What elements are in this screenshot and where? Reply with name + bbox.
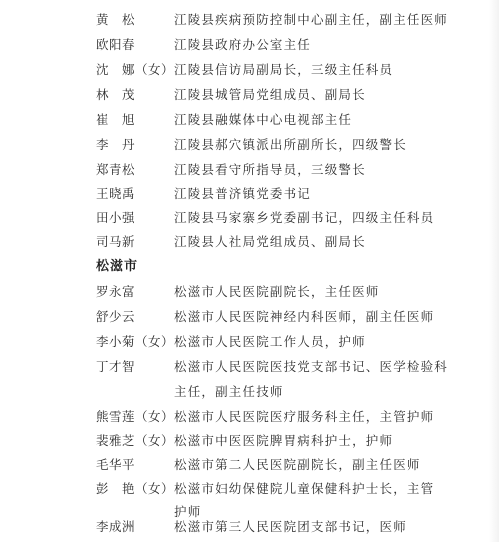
person-name: 司马新 (96, 234, 136, 249)
person-name: 罗永富 (96, 284, 136, 299)
list-item (0, 8, 499, 32)
page-edge-shadow (489, 0, 499, 542)
list-item (0, 429, 499, 453)
person-name: 田小强 (96, 210, 136, 225)
list-item (0, 405, 499, 429)
person-title: 江陵县马家寨乡党委副书记，四级主任科员 (174, 210, 435, 225)
person-title: 江陵县普济镇党委书记 (174, 186, 312, 201)
person-name: 毛华平 (96, 457, 136, 472)
person-title: 江陵县信访局副局长，三级主任科员 (174, 62, 394, 77)
person-title: 江陵县郝穴镇派出所副所长，四级警长 (174, 137, 407, 152)
person-title: 江陵县城管局党组成员、副局长 (174, 87, 366, 102)
person-title: 江陵县融媒体中心电视部主任 (174, 112, 353, 127)
list-item (0, 182, 499, 206)
person-title: 松滋市人民医院医疗服务科主任，主管护师 (174, 409, 435, 424)
person-name: 崔 旭 (96, 112, 136, 127)
list-item (0, 158, 499, 182)
person-name: 沈 娜（女） (96, 62, 175, 77)
person-name: 王晓禹 (96, 186, 136, 201)
list-item (0, 280, 499, 304)
list-item (0, 33, 499, 57)
person-name: 李成洲 (96, 519, 136, 534)
person-title: 松滋市人民医院医技党支部书记、医学检验科 (174, 359, 449, 374)
list-item (0, 305, 499, 329)
list-item (0, 477, 499, 501)
person-title: 江陵县疾病预防控制中心副主任，副主任医师 (174, 12, 449, 27)
list-item (0, 355, 499, 379)
person-name: 舒少云 (96, 309, 136, 324)
person-name: 林 茂 (96, 87, 136, 102)
person-name: 郑青松 (96, 162, 136, 177)
person-title: 松滋市人民医院副院长，主任医师 (174, 284, 380, 299)
list-item (0, 58, 499, 82)
person-title: 松滋市妇幼保健院儿童保健科护士长，主管 (174, 481, 435, 496)
list-item (0, 453, 499, 477)
person-name: 李小菊（女） (96, 334, 175, 349)
list-item (0, 206, 499, 230)
person-name: 丁才智 (96, 359, 136, 374)
list-item (0, 83, 499, 107)
person-title: 江陵县政府办公室主任 (174, 37, 312, 52)
person-name: 熊雪莲（女） (96, 409, 175, 424)
person-title: 松滋市人民医院工作人员，护师 (174, 334, 366, 349)
person-name: 欧阳春 (96, 37, 136, 52)
list-item (0, 330, 499, 354)
person-title: 江陵县人社局党组成员、副局长 (174, 234, 366, 249)
person-name: 李 丹 (96, 137, 136, 152)
person-name: 彭 艳（女） (96, 481, 175, 496)
section-heading: 松滋市 (96, 259, 139, 274)
person-title: 松滋市第三人民医院团支部书记，医师 (174, 519, 407, 534)
person-title-continued: 护师 (174, 504, 202, 519)
person-title: 松滋市人民医院神经内科医师，副主任医师 (174, 309, 435, 324)
person-title: 江陵县看守所指导员，三级警长 (174, 162, 366, 177)
person-name: 黄 松 (96, 12, 136, 27)
list-item (0, 230, 499, 254)
list-item-continuation (0, 380, 499, 404)
person-name: 裴雅芝（女） (96, 433, 175, 448)
person-title: 松滋市中医医院脾胃病科护士，护师 (174, 433, 394, 448)
list-item (0, 515, 499, 539)
person-title-continued: 主任，副主任技师 (174, 384, 284, 399)
list-item (0, 108, 499, 132)
list-item (0, 133, 499, 157)
person-title: 松滋市第二人民医院副院长，副主任医师 (174, 457, 421, 472)
